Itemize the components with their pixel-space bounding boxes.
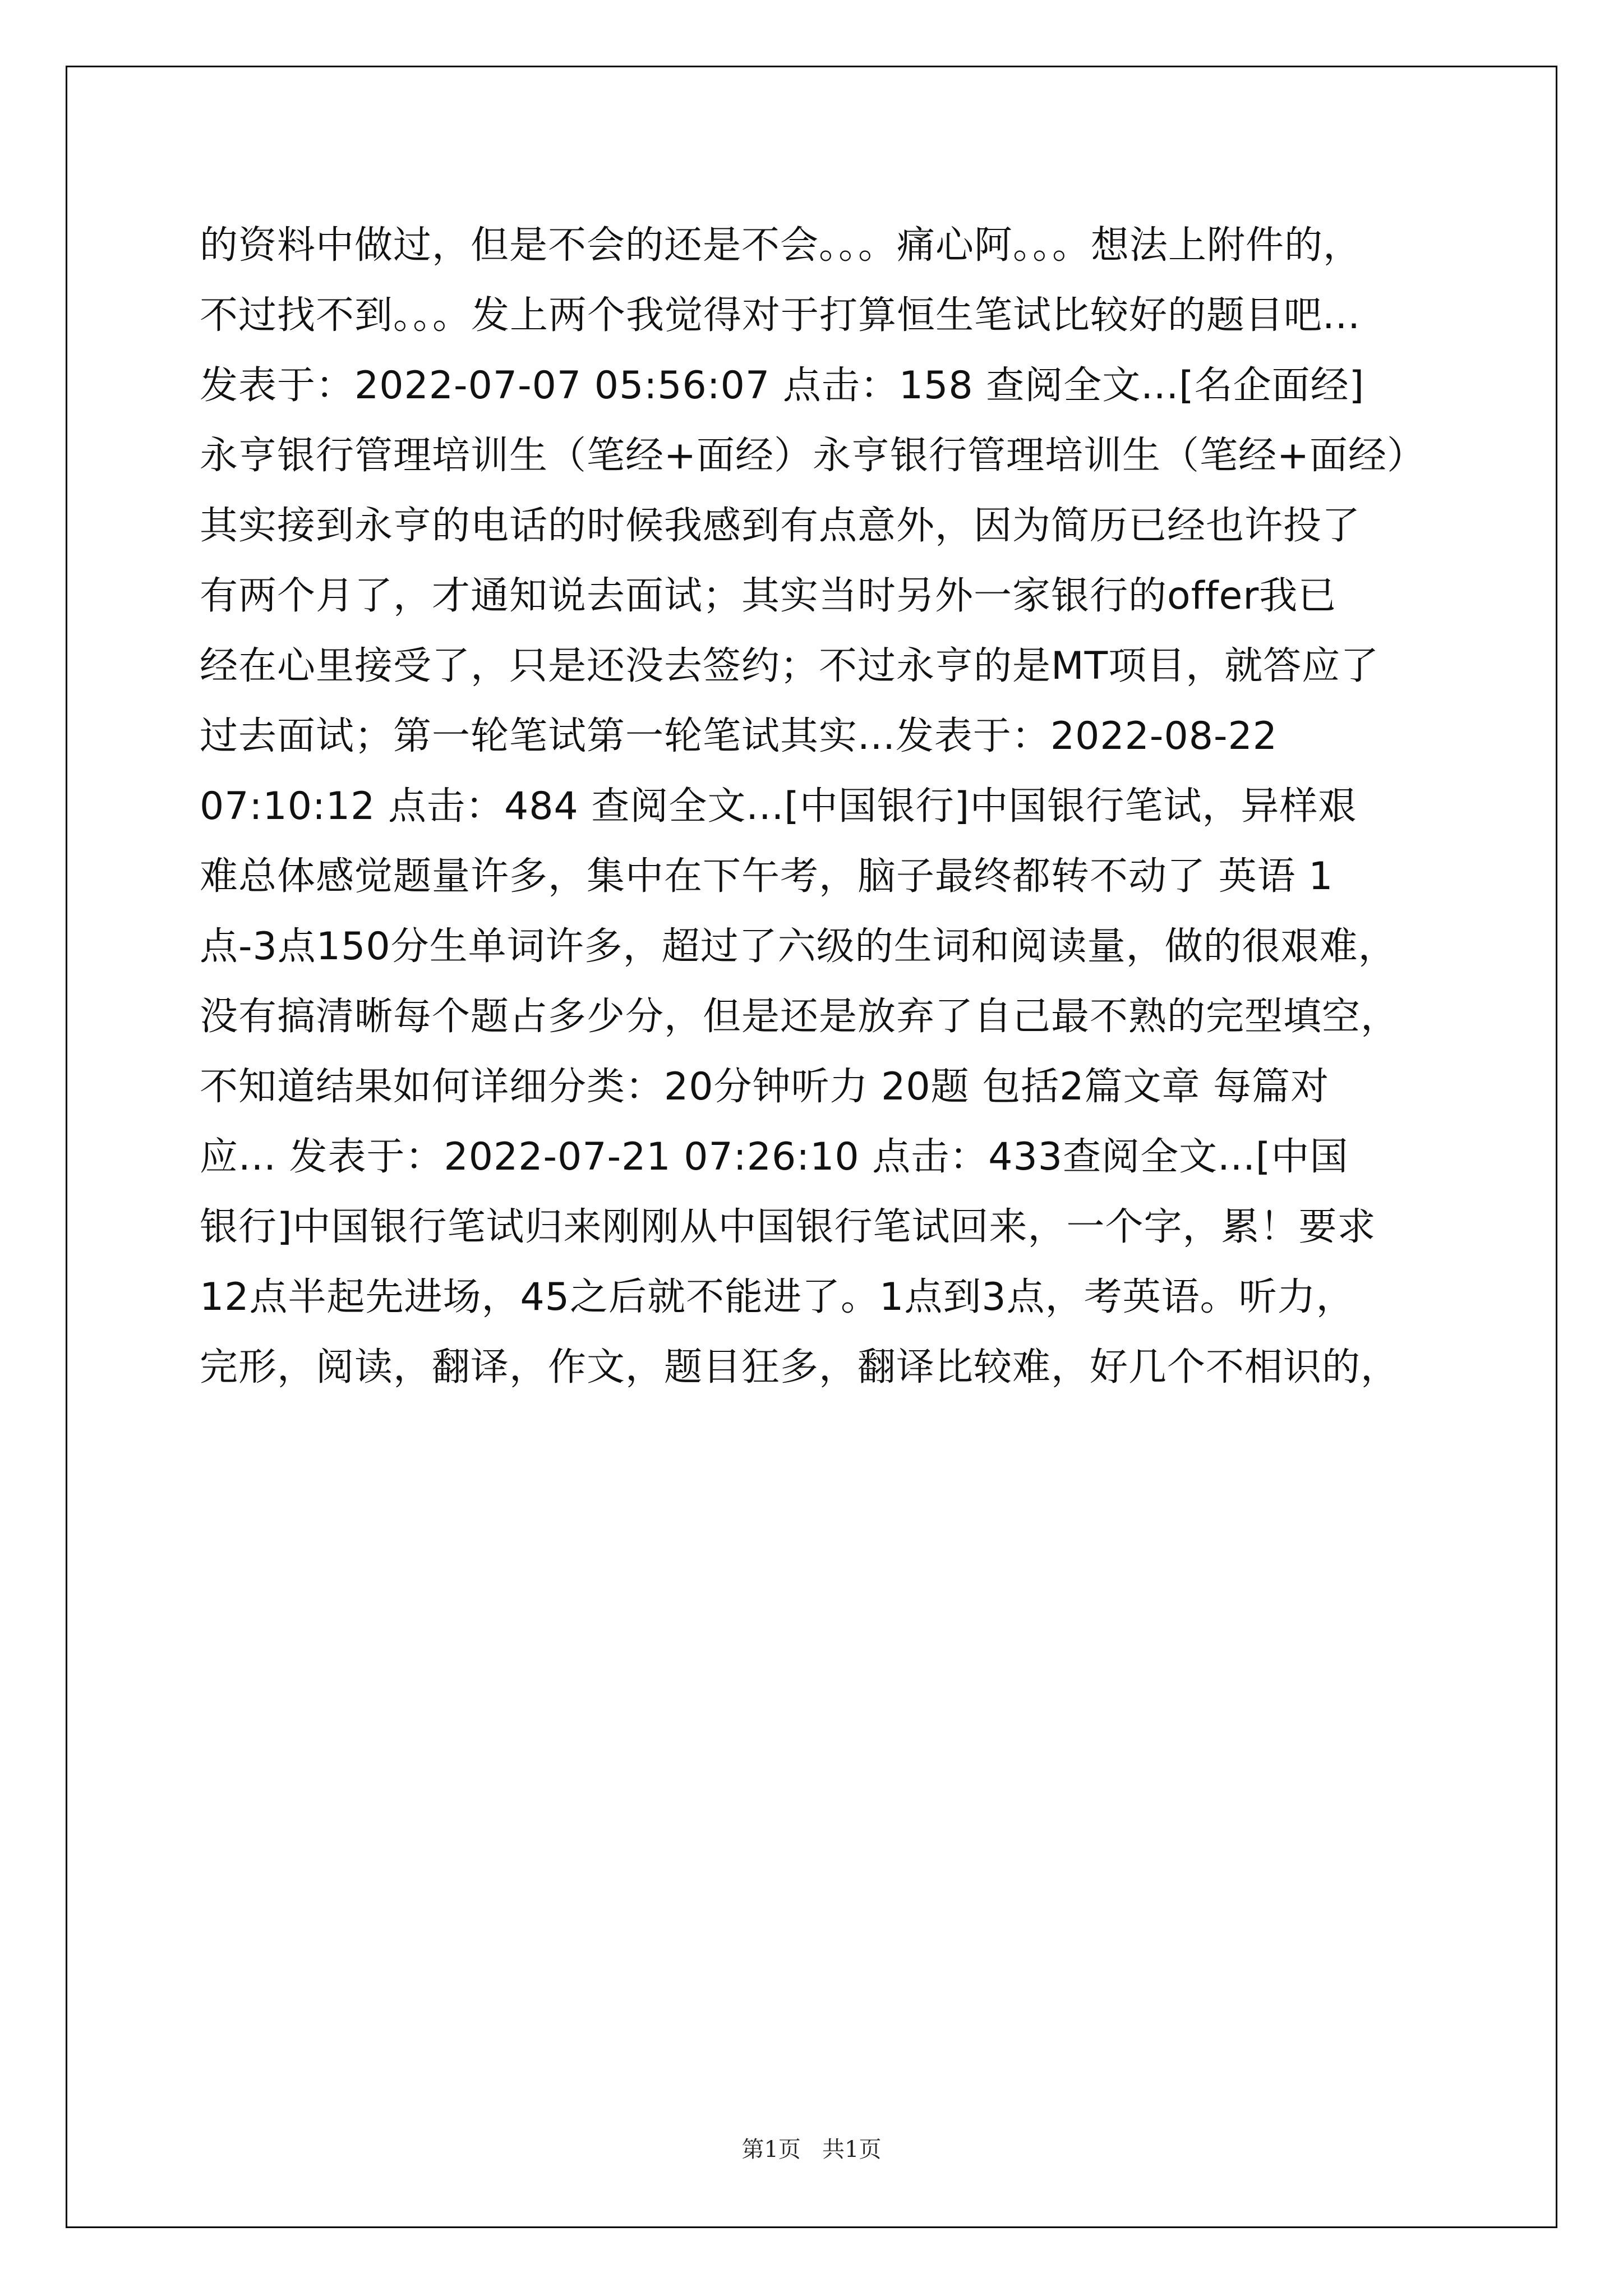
text-line: 不知道结果如何详细分类：20分钟听力 20题 包括2篇文章 每篇对 xyxy=(200,1065,1330,1109)
text-line: 应... 发表于：2022-07-21 07:26:10 点击：433查阅全文...[中国 xyxy=(200,1135,1349,1179)
text-line: 其实接到永亨的电话的时候我感到有点意外，因为简历已经也许投了 xyxy=(200,504,1361,548)
text-line: 完形，阅读，翻译，作文，题目狂多，翻译比较难，好几个不相识的， xyxy=(200,1345,1400,1389)
text-line: 没有搞清晰每个题占多少分，但是还是放弃了自己最不熟的完型填空， xyxy=(200,995,1400,1039)
text-line: 07:10:12 点击：484 查阅全文...[中国银行]中国银行笔试，异样艰 xyxy=(200,784,1357,829)
text-line: 银行]中国银行笔试归来刚刚从中国银行笔试回来，一个字，累！要求 xyxy=(200,1205,1376,1249)
text-line: 点-3点150分生单词许多，超过了六级的生词和阅读量，做的很艰难， xyxy=(200,924,1397,969)
text-line: 不过找不到。。。发上两个我觉得对于打算恒生笔试比较好的题目吧... xyxy=(200,293,1361,338)
document-body xyxy=(200,210,1467,1402)
text-line: 永亨银行管理培训生（笔经+面经）永亨银行管理培训生（笔经+面经） xyxy=(200,434,1426,478)
text-line: 的资料中做过，但是不会的还是不会。。。痛心阿。。。想法上附件的， xyxy=(200,223,1362,268)
text-line: 发表于：2022-07-07 05:56:07 点击：158 查阅全文...[名企面经] xyxy=(200,364,1365,408)
text-line: 12点半起先进场，45之后就不能进了。1点到3点，考英语。听力， xyxy=(200,1275,1355,1319)
text-line: 有两个月了，才通知说去面试；其实当时另外一家银行的offer我已 xyxy=(200,574,1337,618)
text-line: 过去面试；第一轮笔试第一轮笔试其实...发表于：2022-08-22 xyxy=(200,714,1278,758)
text-line: 难总体感觉题量许多，集中在下午考，脑子最终都转不动了 英语 1 xyxy=(200,854,1334,899)
text-line: 经在心里接受了，只是还没去签约；不过永亨的是MT项目，就答应了 xyxy=(200,644,1380,688)
page-number-footer: 第1页 共1页 xyxy=(741,2137,882,2162)
